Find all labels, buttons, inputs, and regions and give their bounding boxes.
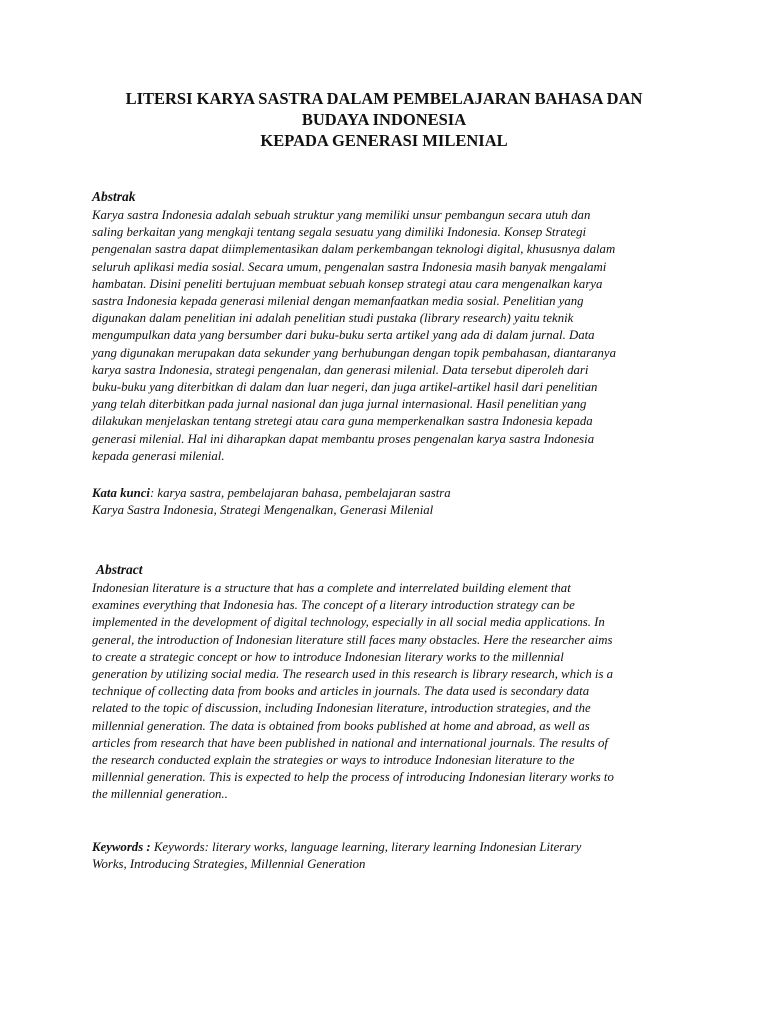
abstrak-line: Karya sastra Indonesia adalah sebuah struktur yang memiliki unsur pembangun secara utuh dan [92, 208, 591, 222]
keywords-label: Keywords : [92, 840, 151, 854]
title-line-1: LITERSI KARYA SASTRA DALAM PEMBELAJARAN BAHASA DAN [125, 89, 643, 108]
abstract-line: millennial generation. The data is obtained from books published at home and abroad, as well as [92, 718, 590, 733]
abstract-line: to create a strategic concept or how to introduce Indonesian literary works to the millennial [92, 649, 564, 664]
abstrak-line: dilakukan menjelaskan tentang stretegi atau cara guna memperkenalkan sastra Indonesia kepada [92, 414, 593, 429]
abstrak-line: buku-buku yang diterbitkan di dalam dan luar negeri, dan juga artikel-artikel hasil dari penelitian [92, 380, 598, 395]
abstract-line: examines everything that Indonesia has. The concept of a literary introduction strategy can be [92, 598, 575, 613]
kata-kunci-values-line2: Karya Sastra Indonesia, Strategi Mengenalkan, Generasi Milenial [92, 503, 434, 518]
paper-title [60, 88, 708, 151]
abstract-heading: Abstract [96, 562, 143, 577]
abstrak-line: generasi milenial. Hal ini diharapkan dapat membantu proses pengenalan karya sastra Indonesia [92, 431, 595, 446]
abstrak-line: yang telah diterbitkan pada jurnal nasional dan juga jurnal internasional. Hasil penelitian yang [92, 397, 587, 412]
abstrak-heading: Abstrak [92, 189, 136, 204]
abstract-line: millennial generation. This is expected to help the process of introducing Indonesian literary works to [92, 770, 614, 785]
abstrak-line: mengumpulkan data yang bersumber dari buku-buku serta artikel yang ada di dalam jurnal. Data [92, 328, 595, 343]
abstract-line: the research conducted explain the strategies or ways to introduce Indonesian literature to the [92, 753, 575, 768]
keywords-values-line2: Works, Introducing Strategies, Millennial Generation [92, 857, 366, 872]
kata-kunci [92, 485, 682, 519]
abstract-line: implemented in the development of digital technology, especially in all social media applications. In [92, 615, 605, 630]
abstrak-line: kepada generasi milenial. [92, 448, 225, 463]
title-line-3: KEPADA GENERASI MILENIAL [260, 131, 508, 150]
keywords-values: Keywords: literary works, language learning, literary learning Indonesian Literary [150, 840, 582, 854]
abstract-line: related to the topic of discussion, including Indonesian literature, introduction strategies, and the [92, 701, 591, 716]
kata-kunci-values: : karya sastra, pembelajaran bahasa, pembelajaran sastra [149, 486, 451, 500]
abstract-line: Indonesian literature is a structure that has a complete and interrelated building element that [92, 581, 571, 595]
abstrak-line: yang digunakan merupakan data sekunder yang berhubungan dengan topik pembahasan, diantaranya [92, 345, 617, 360]
abstrak-line: digunakan dalam penelitian ini adalah penelitian studi pustaka (library research) yaitu teknik [92, 311, 574, 326]
abstract-line: technique of collecting data from books and articles in journals. The data used is secondary data [92, 684, 590, 699]
keywords [92, 839, 682, 873]
abstrak-body [92, 207, 682, 465]
abstrak-line: sastra Indonesia kepada generasi milenial dengan memanfaatkan media sosial. Penelitian yang [92, 294, 584, 309]
abstract-line: general, the introduction of Indonesian literature still faces many obstacles. Here the researcher aims [92, 632, 613, 647]
abstrak-line: seluruh aplikasi media sosial. Secara umum, pengenalan sastra Indonesia masih banyak mengalami [92, 259, 607, 274]
abstrak-line: karya sastra Indonesia, strategi pengenalan, dan generasi milenial. Data tersebut diperoleh dari [92, 362, 589, 377]
abstract-line: the millennial generation.. [92, 787, 228, 802]
abstract-line: generation by utilizing social media. The research used in this research is library research, which is a [92, 667, 614, 682]
abstract-body [92, 580, 682, 804]
kata-kunci-label: Kata kunci [92, 486, 150, 500]
title-line-2: BUDAYA INDONESIA [301, 110, 467, 129]
abstract-line: articles from research that have been published in national and international journals. The results of [92, 735, 608, 750]
abstrak-line: saling berkaitan yang mengkaji tentang segala sesuatu yang dimiliki Indonesia. Konsep Strategi [92, 225, 587, 240]
abstrak-line: pengenalan sastra dapat diimplementasikan dalam perkembangan teknologi digital, khususnya dalam [92, 242, 616, 257]
abstrak-line: hambatan. Disini peneliti bertujuan membuat sebuah konsep strategi atau cara mengenalkan karya [92, 276, 603, 291]
